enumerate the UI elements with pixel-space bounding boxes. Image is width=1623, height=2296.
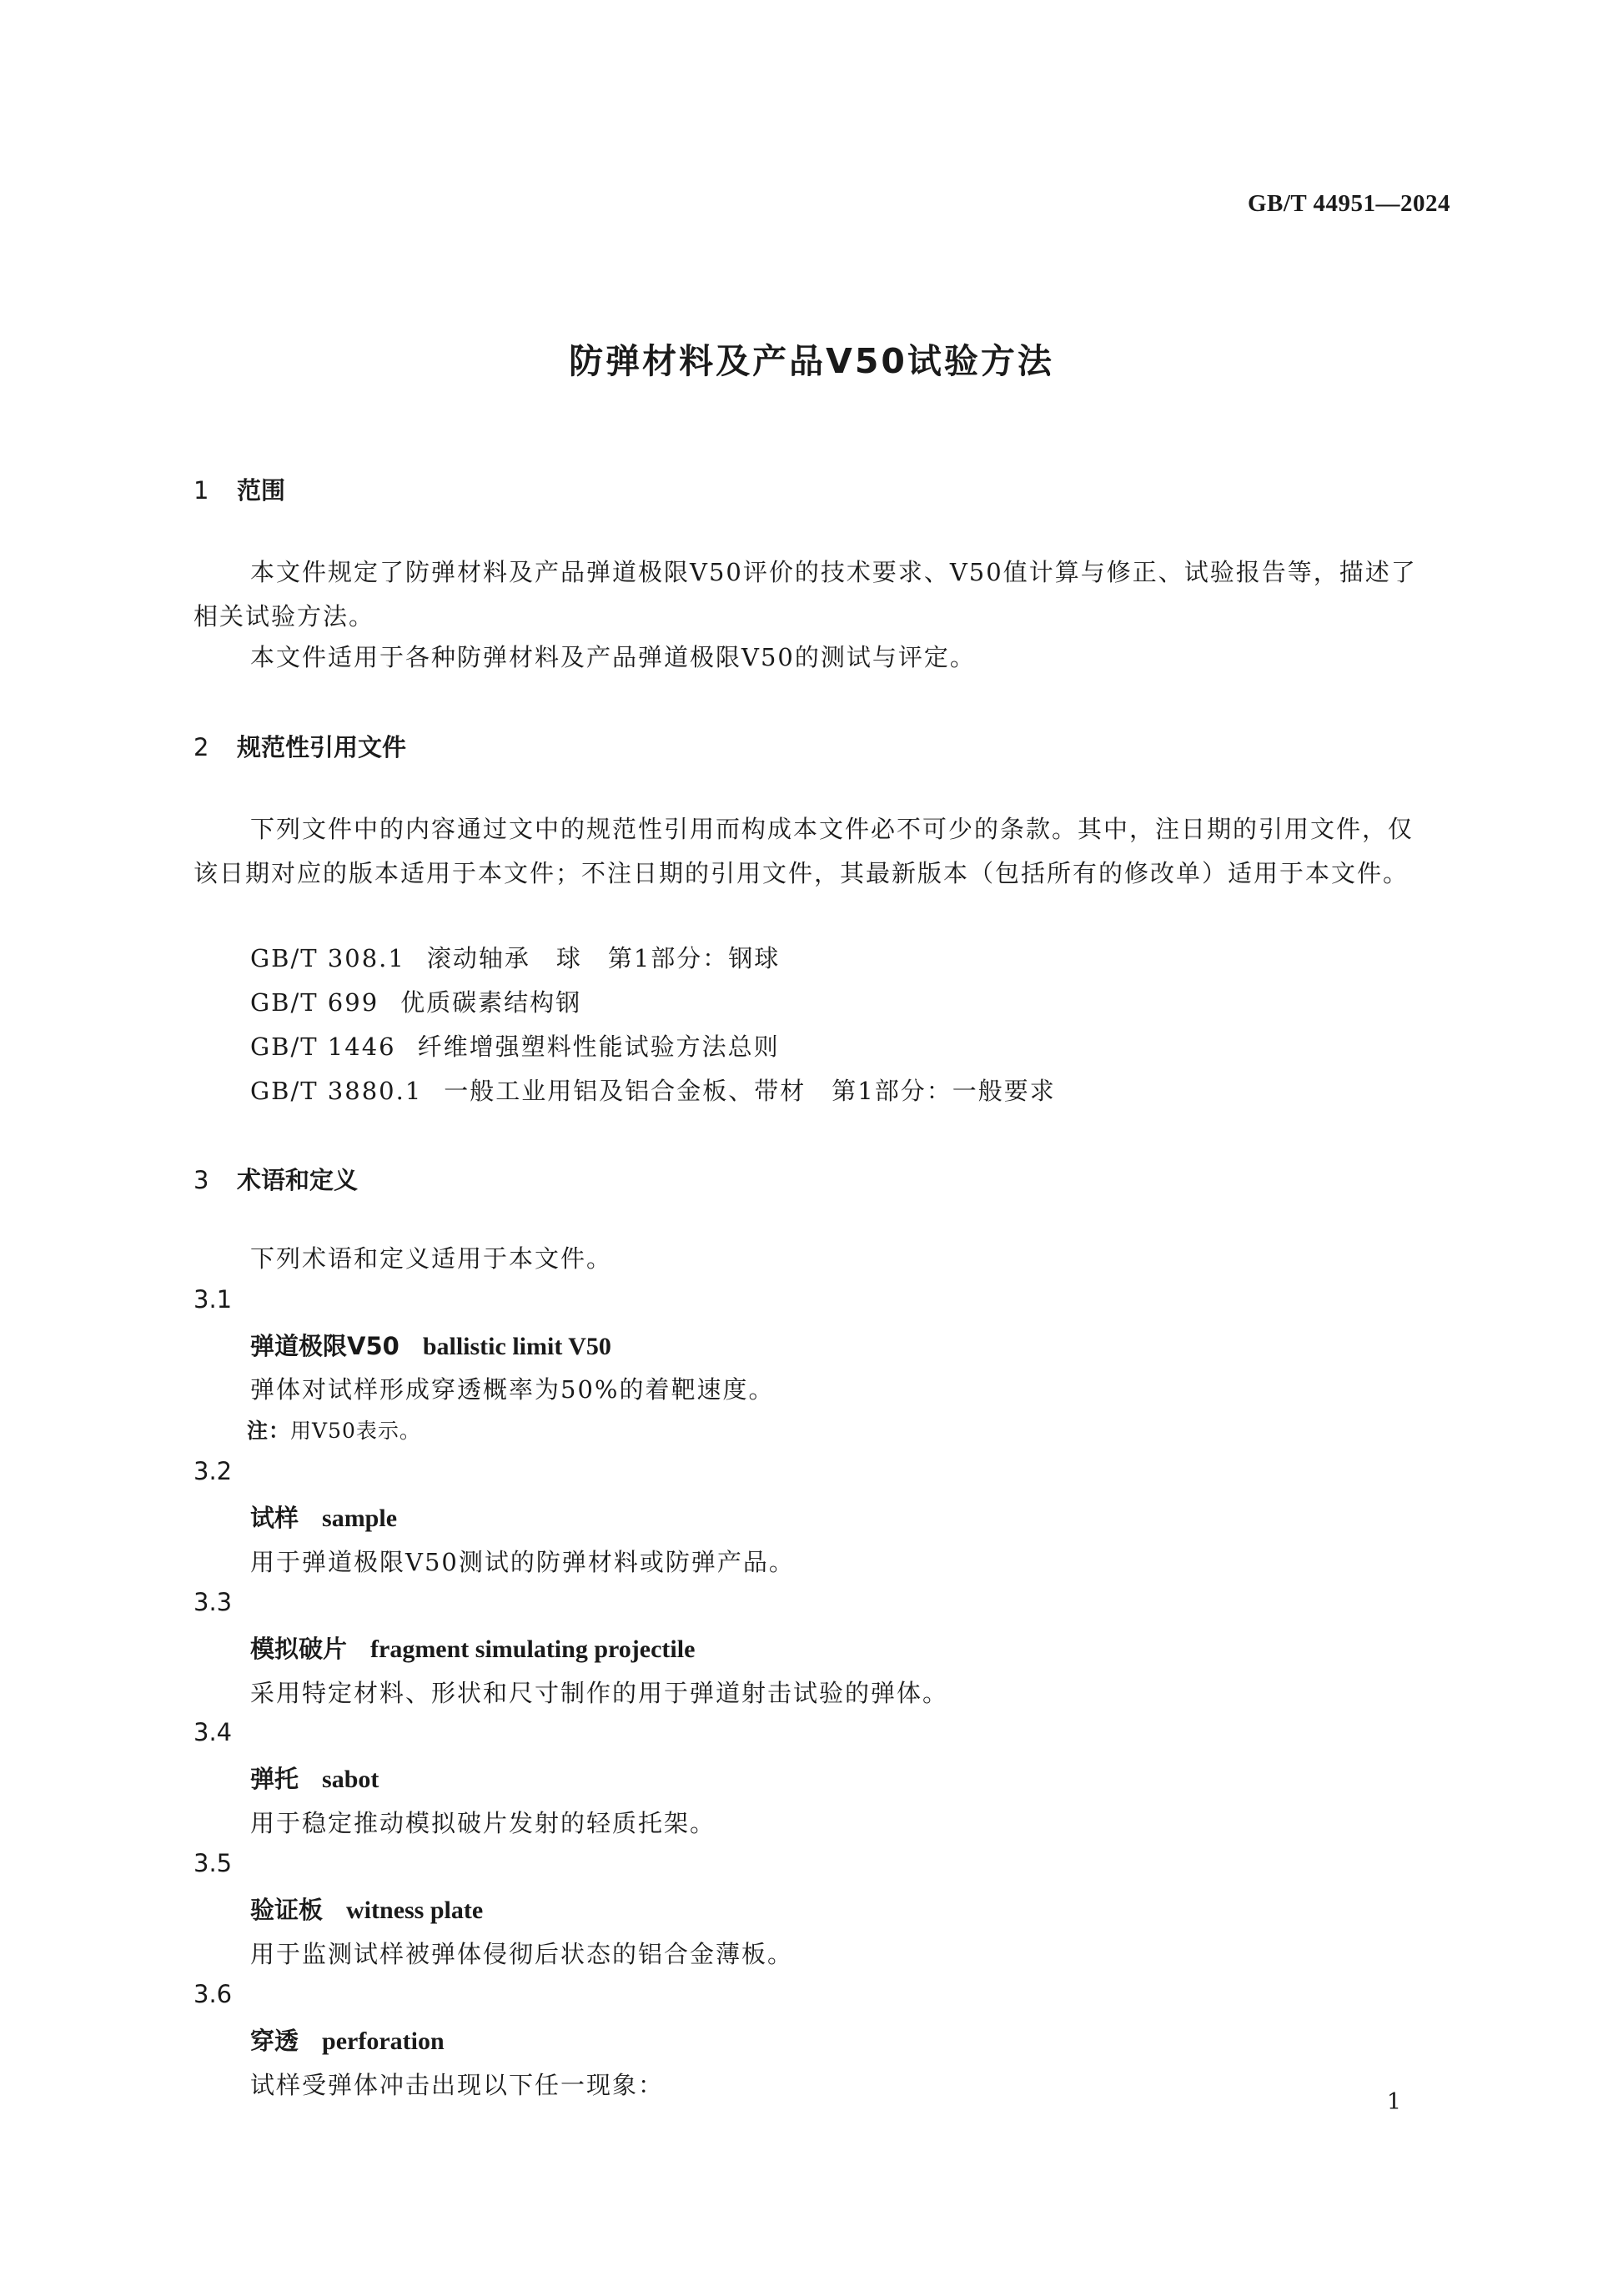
term-note bbox=[247, 1414, 421, 1444]
term-zh: 弹道极限V50 bbox=[250, 1332, 399, 1360]
term-heading bbox=[250, 1761, 379, 1795]
reference-title: 优质碳素结构钢 bbox=[400, 988, 582, 1017]
reference-code: GB/T 1446 bbox=[250, 1032, 396, 1061]
term-en: ballistic limit V50 bbox=[422, 1333, 611, 1360]
clause-number: 3.3 bbox=[193, 1588, 233, 1616]
standard-code: GB/T 44951—2024 bbox=[1247, 190, 1450, 217]
term-en: sample bbox=[322, 1505, 398, 1532]
term-definition: 用于监测试样被弹体侵彻后状态的铝合金薄板。 bbox=[250, 1940, 794, 1968]
section-number: 2 bbox=[193, 733, 209, 761]
section-number: 3 bbox=[193, 1166, 209, 1194]
term-en: witness plate bbox=[346, 1897, 484, 1924]
reference-code: GB/T 3880.1 bbox=[250, 1077, 423, 1105]
reference-title: 滚动轴承 球 第1部分：钢球 bbox=[426, 944, 781, 972]
term-definition: 采用特定材料、形状和尺寸制作的用于弹道射击试验的弹体。 bbox=[250, 1679, 949, 1707]
reference-item bbox=[250, 1028, 780, 1063]
clause-number: 3.1 bbox=[193, 1285, 233, 1314]
reference-code: GB/T 699 bbox=[250, 988, 379, 1017]
clause-number: 3.6 bbox=[193, 1980, 233, 2008]
section-1-paragraph-2: 本文件适用于各种防弹材料及产品弹道极限V50的测试与评定。 bbox=[250, 643, 976, 671]
clause-number: 3.4 bbox=[193, 1718, 233, 1746]
section-3-intro: 下列术语和定义适用于本文件。 bbox=[250, 1244, 613, 1273]
section-3-heading bbox=[193, 1162, 358, 1196]
note-label: 注： bbox=[247, 1419, 291, 1443]
section-2-heading bbox=[193, 729, 406, 763]
note-text: 用V50表示。 bbox=[290, 1419, 421, 1443]
term-en: perforation bbox=[322, 2027, 445, 2055]
term-zh: 模拟破片 bbox=[250, 1635, 348, 1663]
term-heading bbox=[250, 2022, 445, 2057]
document-title: 防弹材料及产品V50试验方法 bbox=[569, 341, 1054, 381]
term-definition: 用于弹道极限V50测试的防弹材料或防弹产品。 bbox=[250, 1548, 795, 1576]
section-title: 规范性引用文件 bbox=[237, 733, 407, 761]
reference-item bbox=[250, 940, 780, 974]
section-1-heading bbox=[193, 472, 285, 506]
term-heading bbox=[250, 1892, 483, 1926]
clause-number: 3.2 bbox=[193, 1457, 233, 1485]
term-en: fragment simulating projectile bbox=[370, 1635, 696, 1663]
term-definition: 试样受弹体冲击出现以下任一现象： bbox=[250, 2071, 665, 2099]
term-heading bbox=[250, 1630, 695, 1665]
term-zh: 穿透 bbox=[250, 2027, 299, 2055]
section-title: 术语和定义 bbox=[237, 1166, 359, 1194]
term-definition: 弹体对试样形成穿透概率为50%的着靶速度。 bbox=[250, 1375, 775, 1404]
section-1-paragraph-1: 本文件规定了防弹材料及产品弹道极限V50评价的技术要求、V50值计算与修正、试验报告等，描述了相关试验方法。 bbox=[193, 558, 1417, 631]
term-heading bbox=[250, 1328, 611, 1362]
section-number: 1 bbox=[193, 476, 209, 505]
section-2-paragraph-1: 下列文件中的内容通过文中的规范性引用而构成本文件必不可少的条款。其中，注日期的引用文件，仅该日期对应的版本适用于本文件；不注日期的引用文件，其最新版本（包括所有的修改单）适用于本文件。 bbox=[193, 815, 1414, 887]
term-definition: 用于稳定推动模拟破片发射的轻质托架。 bbox=[250, 1809, 716, 1837]
reference-title: 纤维增强塑料性能试验方法总则 bbox=[417, 1032, 780, 1061]
clause-number: 3.5 bbox=[193, 1849, 233, 1877]
term-heading bbox=[250, 1500, 397, 1534]
reference-item bbox=[250, 1073, 1056, 1107]
term-zh: 弹托 bbox=[250, 1765, 299, 1793]
section-title: 范围 bbox=[237, 476, 286, 505]
page-number: 1 bbox=[1386, 2089, 1401, 2115]
term-zh: 试样 bbox=[250, 1504, 299, 1532]
reference-code: GB/T 308.1 bbox=[250, 944, 405, 972]
term-en: sabot bbox=[322, 1766, 379, 1793]
reference-title: 一般工业用铝及铝合金板、带材 第1部分：一般要求 bbox=[444, 1077, 1056, 1105]
reference-item bbox=[250, 984, 581, 1018]
term-zh: 验证板 bbox=[250, 1896, 324, 1924]
